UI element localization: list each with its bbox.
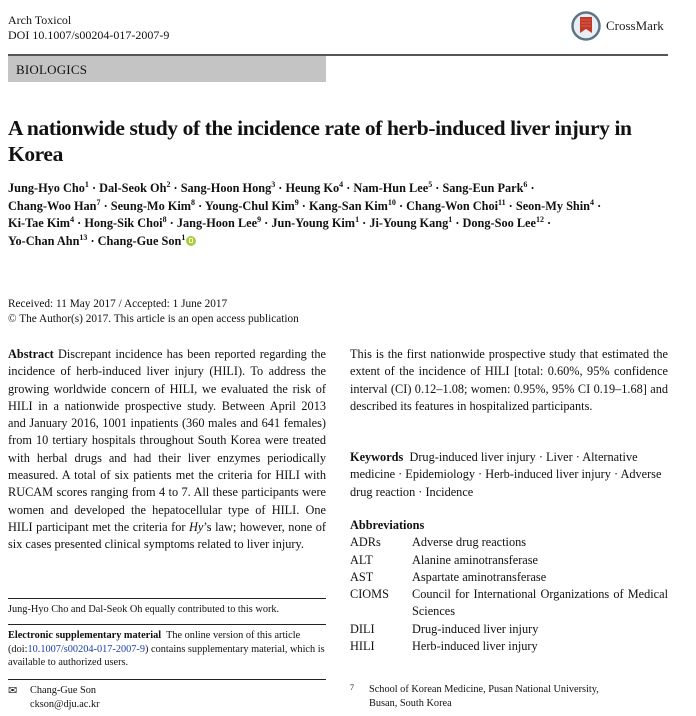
author-name: Sang-Eun Park$^6$ [442,180,528,195]
license-statement: © The Author(s) 2017. This article is an open access publication [8,313,299,325]
affiliation-ref: 1 [355,215,360,224]
orcid-icon[interactable] [186,236,196,246]
author-name: Chang-Won Choi$^{11}$ [406,197,506,213]
author-name: Jung-Hyo Cho$^1$ [8,180,89,195]
abbreviation-list [350,534,668,655]
abbreviation-row [350,638,668,655]
journal-header [8,13,169,43]
abbreviation-row [350,569,668,586]
keywords-label: Keywords [350,450,404,464]
affiliation-ref: 12 [535,215,544,224]
author-name: Dong-Soo Lee$^{12}$ [462,215,544,230]
abbreviation-key: CIOMS [350,587,389,602]
footnote-rule [8,598,326,599]
affiliation-ref: 7 [96,197,101,207]
author-name: Kang-San Kim$^{10}$ [308,197,396,213]
author-name: Heung Ko$^4$ [285,180,344,195]
abbreviation-definition: Herb-induced liver injury [412,639,538,654]
article-doi: DOI 10.1007/s00204-017-2007-9 [8,28,170,42]
abbreviation-row [350,621,668,638]
affiliation-ref: 4 [590,197,595,207]
corresponding-name: Chang-Gue Son [30,685,97,696]
affiliation-line: School of Korean Medicine, Pusan National University, [369,684,599,695]
author-name: Jun-Young Kim$^1$ [271,215,360,230]
received-accepted: Received: 11 May 2017 / Accepted: 1 June 2017 [8,298,228,310]
abbreviation-definition: Aspartate aminotransferase [412,569,547,584]
abbreviation-row [350,552,668,569]
abstract-text-end: ’s law; however, none of six cases presented clinical symptoms related to liver injury. [8,519,326,552]
affiliation-ref: 2 [166,180,171,189]
affiliation-ref: 13 [79,232,88,242]
abbreviation-definition: Council for International Organizations of Medical Sciences [412,587,668,619]
abstract-right: This is the first nationwide prospective study that estimated the extent of the incidence of HILI [total: 0.60%, 95% confidence interval (CI) 0.12–1.08; women: 0.95%, 95% CI 0.19–1.68] and described its features in hospitalized participants. [350,347,668,413]
hy-italic: Hy [189,519,204,534]
affiliation-ref: 6 [523,180,528,189]
corresponding-email[interactable]: ckson@dju.ac.kr [30,699,100,710]
crossmark-icon [571,11,601,41]
affiliation-ref: 10 [387,197,396,207]
affiliation-ref: 1 [448,215,453,224]
affiliation-ref: 9 [294,197,299,207]
affiliation-ref: 1 [181,232,186,242]
author-name: Seung-Mo Kim$^8$ [110,197,196,213]
keywords-text: Drug-induced liver injury · Liver · Alternative medicine · Epidemiology · Herb-induced liver injury · Adverse drug reaction · Incidence [350,450,662,499]
affiliation-ref: 8 [162,215,167,224]
abbreviation-key: AST [350,569,374,584]
affiliation-ref: 4 [70,215,75,224]
author-name: Dal-Seok Oh$^2$ [99,180,171,195]
esm-doi-link[interactable]: 10.1007/s00204-017-2007-9 [27,643,146,655]
author-name: Jang-Hoon Lee$^9$ [176,215,262,230]
affiliation-ref: 3 [271,180,276,189]
esm-note [8,629,326,670]
abbreviation-definition: Adverse drug reactions [412,535,527,550]
author-name: Chang-Gue Son$^1$ [97,232,186,248]
esm-text: The online version of this article (doi: [8,630,301,655]
article-dates [8,297,299,327]
footnote-rule [8,624,326,625]
abbreviation-key: DILI [350,621,375,636]
esm-text-end: ) contains supplementary material, which is available to authorized users. [8,643,325,668]
abbreviation-key: ADRs [350,535,381,550]
affiliation-ref: 5 [428,180,433,189]
envelope-icon: ✉ [8,685,18,697]
keywords [350,449,668,501]
section-label: BIOLOGICS [16,62,88,77]
affiliation [350,683,599,711]
author-name: Sang-Hoon Hong$^3$ [180,180,276,195]
affiliation-ref: 8 [191,197,196,207]
abbreviations-label: Abbreviations [350,518,425,532]
abbreviations [350,517,668,655]
article-title: A nationwide study of the incidence rate of herb-induced liver injury in Korea [8,116,632,166]
author-name: Hong-Sik Choi$^8$ [84,215,167,230]
abbreviation-row [350,534,668,551]
abbreviation-key: ALT [350,552,373,567]
affiliation-ref: 1 [84,180,89,189]
affiliation-ref: 9 [257,215,262,224]
abstract-label: Abstract [8,347,54,361]
crossmark-label: CrossMark [606,18,664,33]
affiliation-ref: 4 [339,180,344,189]
corresponding-author [8,684,100,712]
author-list: Jung-Hyo Cho$^1$ · Dal-Seok $Oh^2$ · Sang-Hoon Hong$^3$ · Heung $Ko^4 \cdot Nam-Hun$ Lee$^5$ · Sang-Eun Park$^6$ · Chang-Woo Han$^7$ · Seung-Mo Kim$^8$ · Young-Chul Kim$^9$ · Kang-San Kim$^{10}$ · Chang-Won Choi$^{11}$ · Seon-My Shin$^4$ · Ki-Tae Kim$^4$ · Hong-Sik Choi$^8$ · Jang-Hoon Lee$^9$ · Jun-Young Kim$^1$ · Ji-Young Kang$^1$ · Dong-Soo Lee$^{12}$ · Yo-Chan Ahn$^{13}$ · Chang-Gue Son$^1$ [8,180,602,248]
affiliation-number: 7 [350,683,354,692]
author-name: Nam-Hun Lee$^5$ [353,180,433,195]
author-name: Yo-Chan Ahn$^{13}$ [8,232,88,248]
section-band [8,56,326,82]
journal-name: Arch Toxicol [8,13,72,27]
affiliation-ref: 11 [498,197,506,207]
author-name: Ki-Tae Kim$^4$ [8,215,75,230]
abbreviation-definition: Alanine aminotransferase [412,552,538,567]
affiliation-line: Busan, South Korea [369,698,452,709]
footnote-rule [8,679,326,680]
equal-contribution-note: Jung-Hyo Cho and Dal-Seok Oh equally contributed to this work. [8,604,280,615]
abstract-text: Discrepant incidence has been reported regarding the incidence of herb-induced liver injury (HILI). To address the growing worldwide concern of HILI, we evaluated the risk of HILI in a nationwide prospective study. Between April 2013 and January 2016, 1001 inpatients (360 males and 641 females) from 10 tertiary hospitals throughout South Korea were treated with herbal drugs and had their liver enzymes periodically measured. A total of six patients met the criteria for HILI with RUCAM scores ranging from 4 to 7. All these participants were women and developed the hepatocellular type of HILI. One HILI participant met the criteria for [8,347,327,534]
author-name: Seon-My Shin$^4$ [515,197,595,213]
abstract-left [8,346,326,554]
abbreviation-key: HILI [350,639,375,654]
author-name: Ji-Young Kang$^1$ [369,215,453,230]
author-name: Young-Chul Kim$^9$ [204,197,299,213]
abbreviation-definition: Drug-induced liver injury [412,621,539,636]
abbreviation-row [350,586,668,621]
esm-label: Electronic supplementary material [8,630,162,641]
crossmark-badge[interactable] [571,11,664,41]
author-name: Chang-Woo Han$^7$ [8,197,101,213]
